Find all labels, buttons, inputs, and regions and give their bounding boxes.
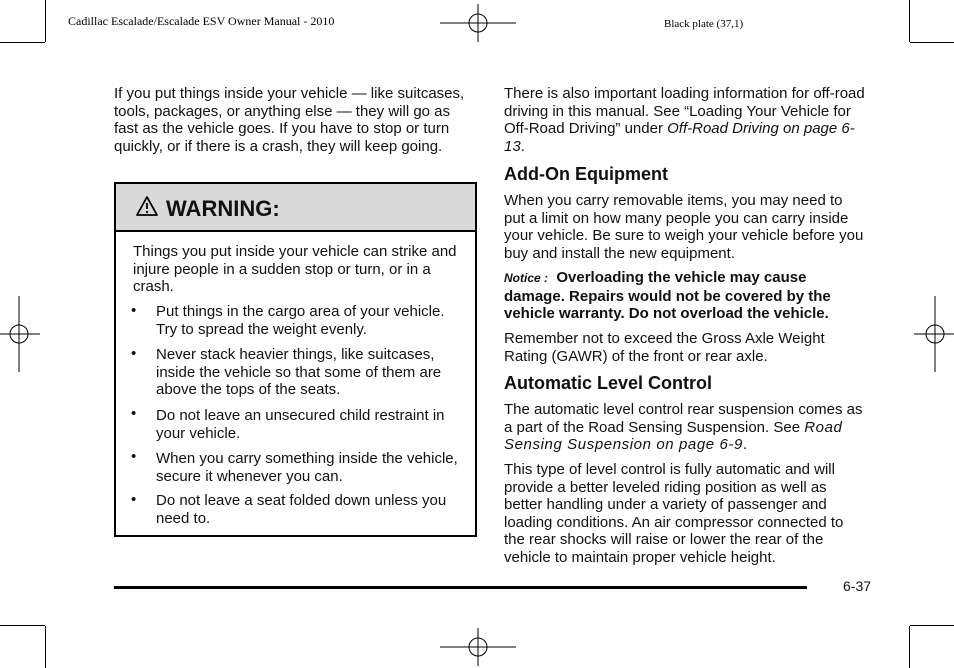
registration-mark-bottom bbox=[440, 628, 516, 666]
alc-reference-link[interactable]: Road Sensing Suspension on page 6-9 bbox=[504, 418, 843, 453]
notice-label: Notice : bbox=[504, 271, 549, 285]
registration-mark-top bbox=[440, 4, 516, 42]
warning-triangle-icon bbox=[136, 196, 158, 216]
plate-label: Black plate (37,1) bbox=[664, 18, 744, 30]
alc-paragraph bbox=[504, 401, 870, 454]
offroad-paragraph bbox=[504, 85, 869, 155]
crop-mark bbox=[909, 0, 910, 42]
alc-paragraph-2: This type of level control is fully automatic and will provide a better leveled riding position as well as better handling under a variety of passenger and loading conditions. An air compressor connected to the rear shocks will raise or lower the rear of the vehicle to maintain proper vehicle height. bbox=[504, 461, 844, 566]
warning-lead: Things you put inside your vehicle can strike and injure people in a sudden stop or turn, or in a crash. bbox=[133, 243, 457, 295]
crop-mark bbox=[45, 0, 46, 42]
crop-mark bbox=[909, 626, 910, 668]
crop-mark bbox=[0, 42, 45, 43]
bullet-dot: • bbox=[131, 448, 137, 465]
warning-bullet: Never stack heavier things, like suitcases, inside the vehicle so that some of them are above the tops of the seats. bbox=[156, 346, 442, 398]
notice-paragraph bbox=[504, 269, 866, 323]
notice-text: Overloading the vehicle may cause damage. Repairs would not be covered by the vehicle warranty. Do not overload the vehicle. bbox=[504, 269, 831, 322]
alc-end: . bbox=[743, 436, 748, 453]
offroad-end: . bbox=[520, 137, 525, 155]
gawr-paragraph: Remember not to exceed the Gross Axle Weight Rating (GAWR) of the front or rear axle. bbox=[504, 330, 825, 365]
warning-header bbox=[116, 184, 475, 232]
bullet-dot: • bbox=[131, 491, 137, 508]
bullet-dot: • bbox=[131, 405, 137, 422]
manual-title: Cadillac Escalade/Escalade ESV Owner Manual - 2010 bbox=[68, 14, 335, 28]
alc-text: The automatic level control rear suspension comes as a part of the Road Sensing Suspension. See bbox=[504, 401, 863, 436]
bullet-dot: • bbox=[131, 302, 137, 319]
bullet-dot: • bbox=[131, 345, 137, 362]
registration-mark-right bbox=[914, 296, 954, 372]
alc-heading: Automatic Level Control bbox=[504, 373, 713, 393]
warning-title: WARNING: bbox=[166, 196, 280, 221]
page-number: 6-37 bbox=[843, 578, 872, 594]
registration-mark-left bbox=[0, 296, 40, 372]
offroad-reference-link[interactable]: Off-Road Driving on page 6-13 bbox=[504, 120, 855, 155]
crop-mark bbox=[45, 626, 46, 668]
addon-heading: Add-On Equipment bbox=[504, 164, 668, 184]
crop-mark bbox=[0, 625, 45, 626]
addon-paragraph: When you carry removable items, you may need to put a limit on how many people you can carry inside your vehicle. Be sure to weigh your vehicle before you buy and install the new equipment. bbox=[504, 192, 864, 262]
footer-rule bbox=[114, 586, 807, 589]
crop-mark bbox=[910, 625, 954, 626]
crop-mark bbox=[910, 42, 954, 43]
warning-bullet: Do not leave a seat folded down unless you need to. bbox=[156, 492, 447, 527]
offroad-text: There is also important loading information for off-road driving in this manual. See “Loading Your Vehicle for Off-Road Driving” under bbox=[504, 85, 865, 137]
intro-paragraph: If you put things inside your vehicle — like suitcases, tools, packages, or anything else — they will go as fast as the vehicle goes. If you have to stop or turn quickly, or if there is a crash, they will keep going. bbox=[114, 85, 465, 155]
warning-bullet: Do not leave an unsecured child restraint in your vehicle. bbox=[156, 407, 445, 442]
warning-bullet: Put things in the cargo area of your vehicle. Try to spread the weight evenly. bbox=[156, 303, 445, 338]
warning-bullet: When you carry something inside the vehicle, secure it whenever you can. bbox=[156, 450, 458, 485]
